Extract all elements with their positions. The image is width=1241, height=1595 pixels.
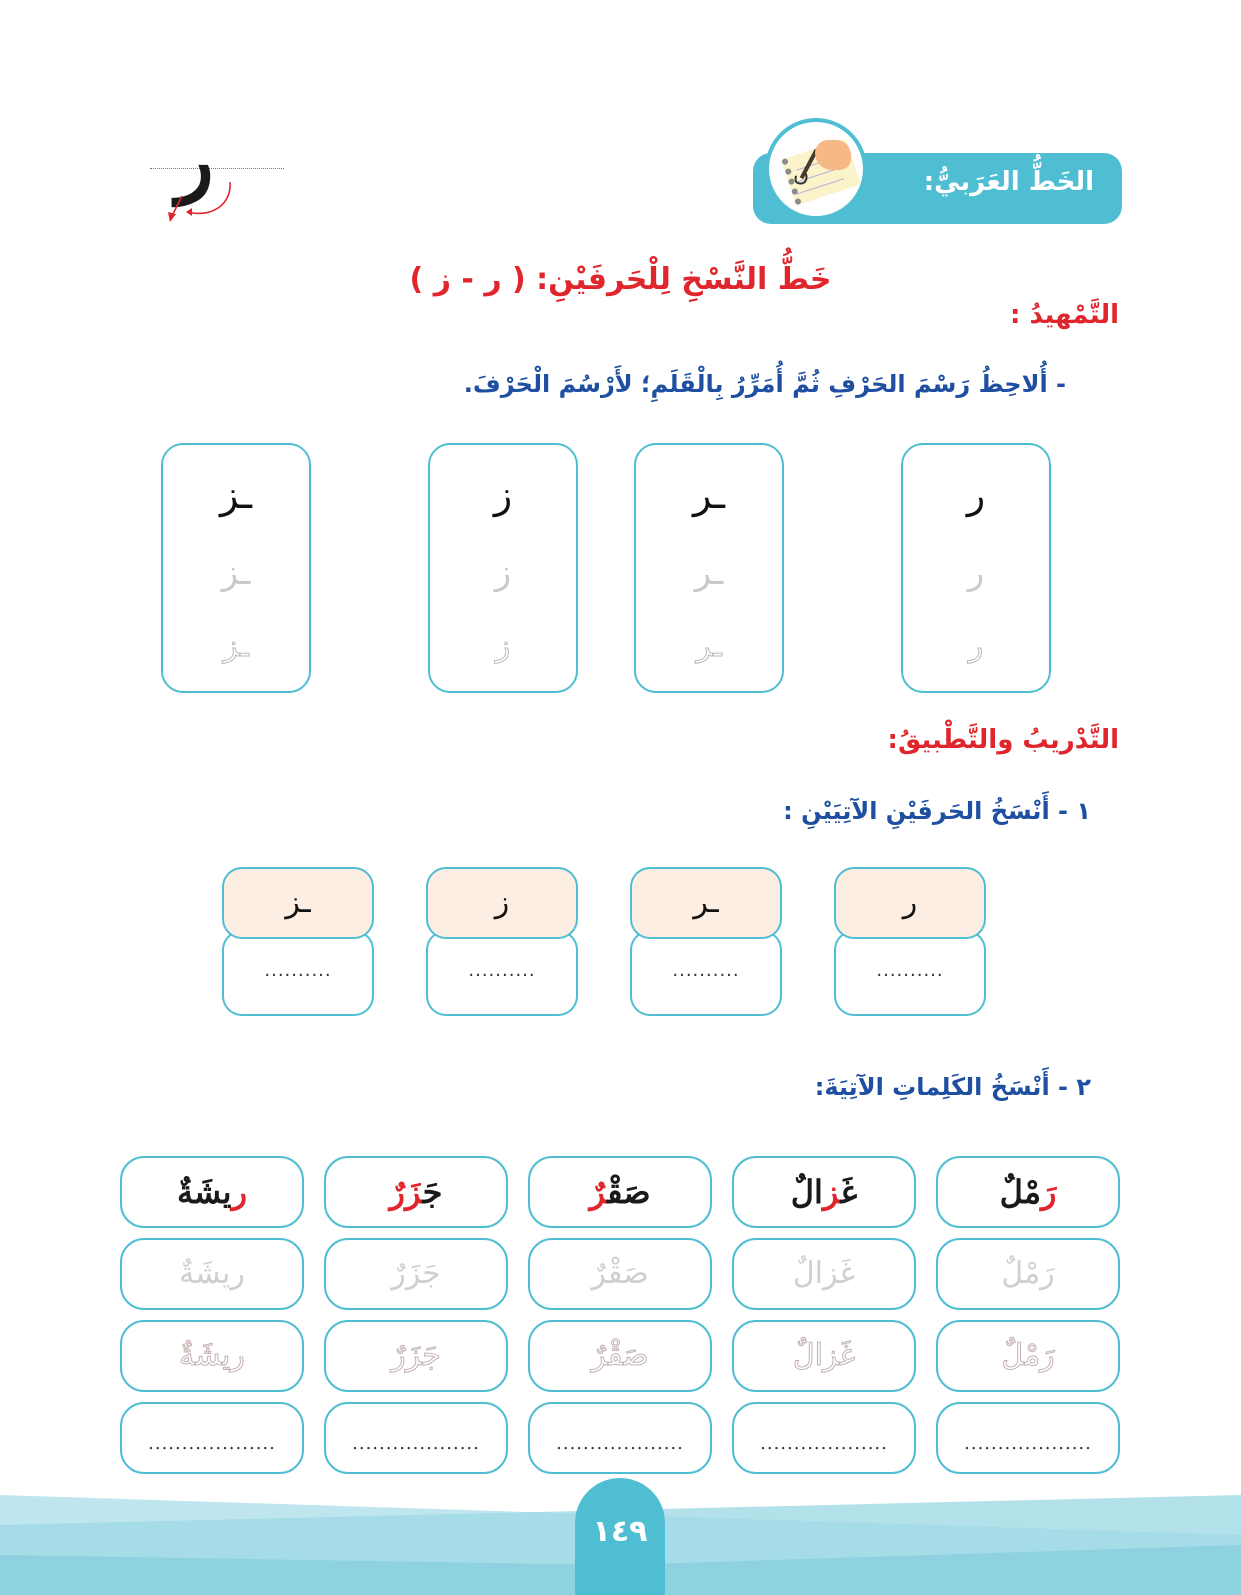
letter-model-box: ز bbox=[426, 867, 578, 939]
letter-dotted: ر bbox=[968, 629, 984, 664]
page-number-tab bbox=[575, 1478, 665, 1595]
letter-faded: ر bbox=[967, 553, 985, 593]
intro-instruction: - أُلاحِظُ رَسْمَ الحَرْفِ ثُمَّ أُمَرِّرُ بِالْقَلَمِ؛ لأَرْسُمَ الْحَرْفَ. bbox=[463, 370, 1066, 398]
letter-answer-box[interactable]: .......... bbox=[630, 930, 782, 1016]
lesson-title: خَطُّ النَّسْخِ لِلْحَرفَيْنِ: ( ر - ز ) bbox=[409, 262, 832, 297]
letter-faded: ز bbox=[494, 553, 512, 593]
letter-dotted: ـر bbox=[696, 629, 722, 664]
question-1: ١ - أَنْسَخُ الحَرفَيْنِ الآتِيَيْنِ : bbox=[783, 797, 1091, 825]
word-dotted[interactable]: جَزَرٌ bbox=[324, 1320, 508, 1392]
letter-model: ـز bbox=[219, 473, 253, 517]
letter-answer-box[interactable]: .......... bbox=[222, 930, 374, 1016]
letter-model-box: ـر bbox=[630, 867, 782, 939]
baseline-guide bbox=[150, 168, 284, 169]
word-answer-box[interactable]: ................... bbox=[324, 1402, 508, 1474]
word-dotted[interactable]: غَزالٌ bbox=[732, 1320, 916, 1392]
letter-model: ز bbox=[493, 473, 513, 517]
letter-dotted: ز bbox=[495, 629, 511, 664]
word-answer-box[interactable]: ................... bbox=[120, 1402, 304, 1474]
letter-faded: ـر bbox=[694, 553, 724, 593]
trace-card[interactable] bbox=[901, 443, 1051, 693]
letter-answer-box[interactable]: .......... bbox=[426, 930, 578, 1016]
word-answer-box[interactable]: ................... bbox=[528, 1402, 712, 1474]
big-letter: ر bbox=[176, 115, 214, 206]
word-faded: غَزالٌ bbox=[732, 1238, 916, 1310]
letter-answer-box[interactable]: .......... bbox=[834, 930, 986, 1016]
word-model: رَمْلٌ bbox=[936, 1156, 1120, 1228]
handwriting-notebook-icon: ں bbox=[765, 118, 867, 220]
word-model: صَقْرٌ bbox=[528, 1156, 712, 1228]
word-dotted[interactable]: رَمْلٌ bbox=[936, 1320, 1120, 1392]
practice-heading: التَّدْريبُ والتَّطْبيقُ: bbox=[887, 725, 1119, 755]
letter-model: ر bbox=[966, 473, 986, 517]
word-faded: ريشَةٌ bbox=[120, 1238, 304, 1310]
trace-card[interactable] bbox=[161, 443, 311, 693]
word-dotted[interactable]: صَقْرٌ bbox=[528, 1320, 712, 1392]
trace-card[interactable] bbox=[634, 443, 784, 693]
intro-heading: التَّمْهيدُ : bbox=[1010, 300, 1119, 330]
question-2: ٢ - أَنْسَخُ الكَلِماتِ الآتِيَةَ: bbox=[814, 1073, 1091, 1101]
letter-faded: ـز bbox=[221, 553, 251, 593]
letter-model: ـر bbox=[692, 473, 726, 517]
word-faded: رَمْلٌ bbox=[936, 1238, 1120, 1310]
letter-model-box: ر bbox=[834, 867, 986, 939]
trace-card[interactable] bbox=[428, 443, 578, 693]
letter-model-box: ـز bbox=[222, 867, 374, 939]
stroke-direction-arrow-icon bbox=[160, 178, 240, 226]
word-answer-box[interactable]: ................... bbox=[936, 1402, 1120, 1474]
word-faded: جَزَرٌ bbox=[324, 1238, 508, 1310]
word-dotted[interactable]: ريشَةٌ bbox=[120, 1320, 304, 1392]
word-faded: صَقْرٌ bbox=[528, 1238, 712, 1310]
word-answer-box[interactable]: ................... bbox=[732, 1402, 916, 1474]
page-number: ١٤٩ bbox=[592, 1514, 648, 1549]
section-title: الخَطُّ العَرَبيُّ: bbox=[923, 167, 1094, 197]
letter-dotted: ـز bbox=[223, 629, 249, 664]
word-model: غَزالٌ bbox=[732, 1156, 916, 1228]
word-model: ريشَةٌ bbox=[120, 1156, 304, 1228]
word-model: جَزَرٌ bbox=[324, 1156, 508, 1228]
